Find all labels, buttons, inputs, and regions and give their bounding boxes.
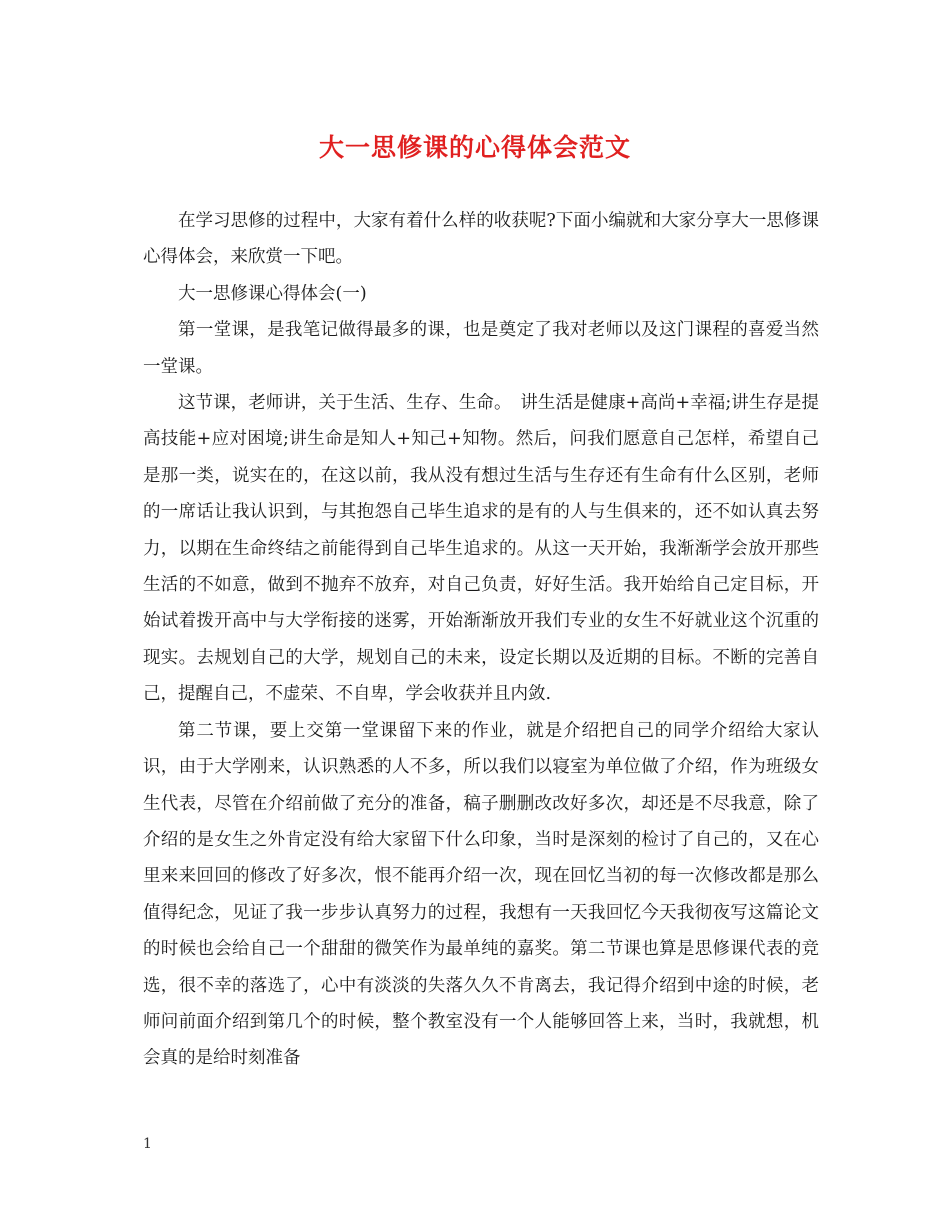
document-title: 大一思修课的心得体会范文 [318, 133, 631, 162]
document-body [143, 203, 819, 1077]
paragraph-first-class: 第一堂课，是我笔记做得最多的课，也是奠定了我对老师以及这门课程的喜爱当然一堂课。 [143, 320, 819, 377]
page-number: 1 [143, 1136, 152, 1152]
paragraph-life-survival: 这节课，老师讲，关于生活、生存、生命。 讲生活是健康+高尚+幸福;讲生存是提高技能+应对困境;讲生命是知人+知己+知物。然后，问我们愿意自己怎样，希望自己是那一类，说实在的，在这以前，我从没有想过生活与生存还有生命有什么区别，老师的一席话让我认识到，与其抱怨自己毕生追求的是有的人与生俱来的，还不如认真去努力，以期在生命终结之前能得到自己毕生追求的。从这一天开始，我渐渐学会放开那些生活的不如意，做到不抛弃不放弃，对自己负责，好好生活。我开始给自己定目标，开始试着拨开高中与大学衔接的迷雾，开始渐渐放开我们专业的女生不好就业这个沉重的现实。去规划自己的大学，规划自己的未来，设定长期以及近期的目标。不断的完善自己，提醒自己，不虚荣、不自卑，学会收获并且内敛. [143, 393, 819, 705]
section-heading: 大一思修课心得体会(一) [178, 283, 367, 304]
paragraph-intro: 在学习思修的过程中，大家有着什么样的收获呢?下面小编就和大家分享大一思修课心得体会，来欣赏一下吧。 [143, 211, 819, 268]
paragraph-second-class: 第二节课，要上交第一堂课留下来的作业，就是介绍把自己的同学介绍给大家认识，由于大学刚来，认识熟悉的人不多，所以我们以寝室为单位做了介绍，作为班级女生代表，尽管在介绍前做了充分的准备，稿子删删改改好多次，却还是不尽我意，除了介绍的是女生之外肯定没有给大家留下什么印象，当时是深刻的检讨了自己的，又在心里来来回回的修改了好多次，恨不能再介绍一次，现在回忆当初的每一次修改都是那么值得纪念，见证了我一步步认真努力的过程，我想有一天我回忆今天我彻夜写这篇论文的时候也会给自己一个甜甜的微笑作为最单纯的嘉奖。第二节课也算是思修课代表的竞选，很不幸的落选了，心中有淡淡的失落久久不肯离去，我记得介绍到中途的时候，老师问前面介绍到第几个的时候，整个教室没有一个人能够回答上来，当时，我就想，机会真的是给时刻准备 [143, 720, 819, 1069]
